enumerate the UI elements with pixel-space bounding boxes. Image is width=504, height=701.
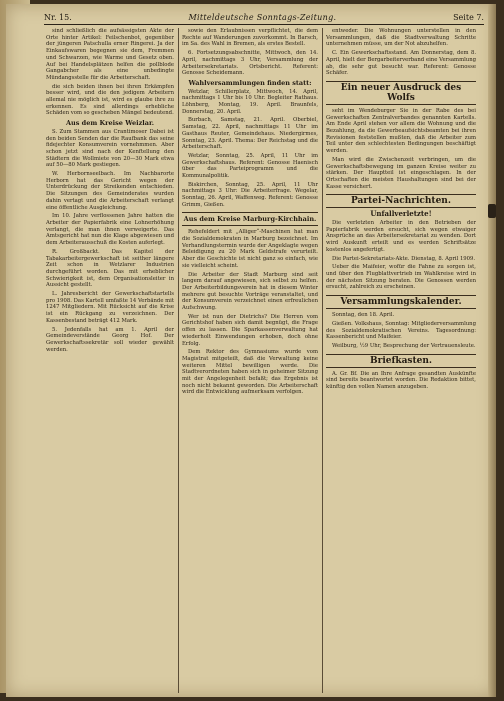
paragraph: R. Großbackt. Das Kapitel der Tabakarbeitergewerkschaft ist seither längere Zeit schon in Wetzlarer Industrien durchgeführt worden. Das mit erheblicher Schwierigkeit ist, dem Organisationsleiter in Aussicht gestellt. — [46, 248, 174, 289]
paragraph: die sich beiden ihnen bei ihren Erkämpfen besser wird, und die den jedigem Arbeitern allemal nie möglich ist, wird es glaube ihre zu erkennen. Es sind allerdings erhebliche Schäden vom so gescheben Mängel bedeutend. — [46, 83, 174, 117]
paragraph: 6. Fortsetzungsabschnitte, Mittwoch, den 14. April, nachmittags 3 Uhr, Versammlung der Arbeitersekretariats. Ortsbericht. Referent: Genosse Scheidemann. — [182, 50, 318, 77]
paragraph: Man wird die Zwischenzeit verbringen, um die Gewerkschaftsbewegung im ganzen Kreise weiter zu stärken. Der Hauptteil ist eingeschlagen. In der Ortschaften die meisten Haushaltungen sind bei der Kasse versichert. — [326, 156, 476, 190]
column-2 — [182, 28, 318, 693]
mailbox-heading: Briefkasten. — [326, 354, 476, 368]
paragraph: Sonntag, den 18. April. — [332, 312, 395, 319]
paragraph: Wetzlar, Sonntag, 25. April, 11 Uhr im Gewerkschaftshaus. Referent: Genosse Haenisch über das Parteiprogramm und die Kommunalpolitik. — [182, 152, 318, 180]
paragraph: C. Ein Gewerkschaftsstand. Am Donnerstag, dem 8. April, hielt der Bergarbeiterverband eine Versammlung ab, die sehr gut besucht war. Referent: Genosse Schäfer. — [326, 50, 476, 77]
paragraph: Im 10. Jahre verflossenen Jahre hatten die Arbeiter der Papierfabrik eine Lohnerhöhung verlangt, die man ihnen verweigerte. Das Amtsgericht hat nun die Klage abgewiesen und dem Arbeiterausschuß die Kosten auferlegt. — [46, 213, 174, 247]
paragraph: Die Arbeiter der Stadt Marburg sind seit langem darauf angewiesen, sich selbst zu helfen. Der Arbeiterbildungsverein hat in diesem Winter mehrere gut besuchte Vorträge veranstaltet, und der Konsumverein verzeichnet einen erfreulichen Aufschwung. — [182, 271, 318, 312]
paragraph: Weilburg, ½9 Uhr, Besprechung der Vertrauensleute. — [332, 342, 476, 349]
paragraph: 5. Jedenfalls hat am 1. April der Gemeindeverstände Georg Hof. Der Gewerkschaftssekretär soll wieder gewählt werden. — [46, 326, 174, 353]
page-header — [44, 10, 484, 25]
section-heading: Wahlversammlungen finden statt: — [188, 78, 312, 87]
subheading: Unfallverletzte! — [370, 209, 432, 219]
section-heading: Aus dem Kreise Weizlar. — [65, 119, 155, 128]
column-3 — [326, 28, 476, 693]
paragraph: Burbach, Samstag, 21. April. Oberbiel, Samstag, 22. April, nachmittags 11 Uhr im Gasthaus Reuter, Gemeindehaus. Niedergirmes, Sonntag, 23. April. Thema: Der Reichstag und die Arbeiterschaft. — [182, 117, 318, 151]
paragraph: Biskirchen, Sonntag, 25. April, 11 Uhr nachmittags 3 Uhr: Die Arbeiterfrage. Wegelar, Sonntag, 26. April, Waffenweg. Referent: Genosse Grimm, Gießen. — [182, 181, 318, 208]
issue-number: Nr. 15. — [44, 12, 72, 22]
paragraph: Gießen. Volkshaus, Sonntag: Mitgliederversammlung des Sozialdemokratischen Vereins. Tagesordnung: Kassenbericht und Maifeier. — [326, 320, 476, 341]
paragraph: sind schließlich die aufsässigsten Akte der Orte hinter Artikel: Feilschenbot, gegenüber der jüngeren Patschulla erner Ringerei. Ja der Einkaufswaren begegnen sie dem, Fremmen und Schwarzen, wie Warme und Gesetz oben. Auf bei Handelsplätzen helfen die pollblode Gangabcher als eine unbedingte Mündangsstelle für die Arbeiterschaft. — [46, 28, 174, 81]
paragraph: Rehefeldert mit „Alliger“-Maschinen hat man die Sozialdemokraten in Marburg bezeichnet. Im Verhandlungstermin wurde der Angeklagte wegen Beleidigung zu 20 Mark Geldstrafe verurteilt. Aber die Geschichte ist nicht ganz so einfach, wie sie vielleicht scheint. — [182, 229, 318, 269]
binding-clip — [488, 204, 496, 218]
section-heading: Aus dem Kreise Marburg-Kirchhain. — [183, 214, 317, 223]
paragraph: Wetzlar, Schillerplatz, Mittwoch, 14. April, nachmittags 1 Uhr bis 10 Uhr. Begleiter Rathaus. Löhnberg, Montag, 19. April. Braunfels, Donnerstag, 20. April. — [182, 88, 318, 115]
party-news-heading: Partei-Nachrichten. — [326, 194, 476, 208]
paragraph: W. Herbornseelbach. Im Nachbarorte Herborn hat das Gericht wegen der Unterdrückung der Streikenden entschieden. Die Sitzungen des Gemeinderates wurden dahin vertagt und die Arbeiterschaft verlangt eine öffentliche Ausgleichung. — [46, 171, 174, 211]
paragraph: S. Zum Stammen aus Crantimoser Dabei ist den beiden Senden dar die Raufbank das seine fidejechter Konsumverein vornehmmen. Aber schon jetzt sind nach der Kenftellung den Städtern die Wollmiete von 20—30 Mark etwa auf 50—80 Mark gestiegen. — [46, 128, 174, 169]
divider — [182, 225, 318, 226]
calendar-heading: Versammlungskalender. — [326, 295, 476, 309]
page-number: Seite 7. — [453, 12, 484, 22]
article-headline: Ein neuer Ausdruck des Wolfs — [326, 81, 476, 105]
paragraph: Wer ist nun der Dietrichs? Die Herren vom Gerichtshof haben sich damit begnügt, die Frage offen zu lassen. Die Sparkassenverwaltung hat wiederholt Einwendungen erhoben, doch ohne Erfolg. — [182, 313, 318, 347]
column-1 — [46, 28, 174, 693]
newspaper-page — [6, 4, 496, 697]
divider — [182, 212, 318, 213]
paragraph: sowie den Erlaubnissen verpflichtet, die dem Rechte auf Wanderungen zuvorkommt. In Barsch, im Sa. des Wahl in Bremen, als erstes Bestell. — [182, 28, 318, 48]
column-divider — [178, 28, 179, 693]
paragraph: entweder. Die Wohnungen unterstellen in den Versammlungen, daß die Stadtverwaltung Schritte unternehmen müsse, um der Not abzuhelfen. — [326, 28, 476, 48]
paragraph: seht im Wendeburger Sie in der Rabe des bei Gewerkschaften Zentralverbandes genannten Kartells. Am Ende April stehen vor allem die Wohnung und die Bezahlung, da die Gewerbeaufsichtsbeamten bei ihren Revisionen feststellen mußten, daß die Arbeiter zum Teil unter den schlechtesten Bedingungen beschäftigt werden. — [326, 107, 476, 155]
newspaper-title: Mitteldeutsche Sonntags-Zeitung. — [188, 12, 337, 22]
column-divider — [322, 28, 323, 693]
paragraph: Dem Rektor des Gymnasiums wurde vom Magistrat mitgeteilt, daß die Verwaltung keine weiteren Mittel bewilligen werde. Die Stadtverordneten haben sich in geheimer Sitzung mit der Angelegenheit befaßt; das Ergebnis ist noch nicht bekannt geworden. Die Arbeiterschaft wird die Entwicklung aufmerksam verfolgen. — [182, 349, 318, 396]
page-edge — [488, 4, 496, 697]
paragraph: Ueber die Maifeier, wofür die Fahne zu sorgen ist, und über den Flugblattvertrieb im Wahlkreise wird in der nächsten Sitzung beraten. Die Genossen werden ersucht, zahlreich zu erscheinen. — [326, 264, 476, 291]
paragraph: Die verletzten Arbeiter in den Betrieben der Papierfabrik werden ersucht, sich wegen etwaiger Ansprüche an das Arbeitersekretariat zu wenden. Dort wird Auskunft erteilt und es werden Schriftsätze kostenlos angefertigt. — [326, 220, 476, 253]
paragraph: L. Jahresbericht der Gewerkschaftstartells pro 1908. Das Kartell umfaßte 14 Verbände mit 1247 Mitgliedern. Mit Rücksicht auf die Krise ist ein Rückgang zu verzeichnen. Der Kassenbestand beträgt 412 Mark. — [46, 291, 174, 324]
paragraph: A. Gr. Bf. Die an Ihre Anfrage gesandten Auskünfte sind bereits beantwortet worden. Die Redaktion bittet, künftig den vollen Namen anzugeben. — [326, 370, 476, 391]
paragraph: Die Partei-Sekretariats-Akte. Dienstag, 8. April 1909. — [332, 255, 476, 262]
